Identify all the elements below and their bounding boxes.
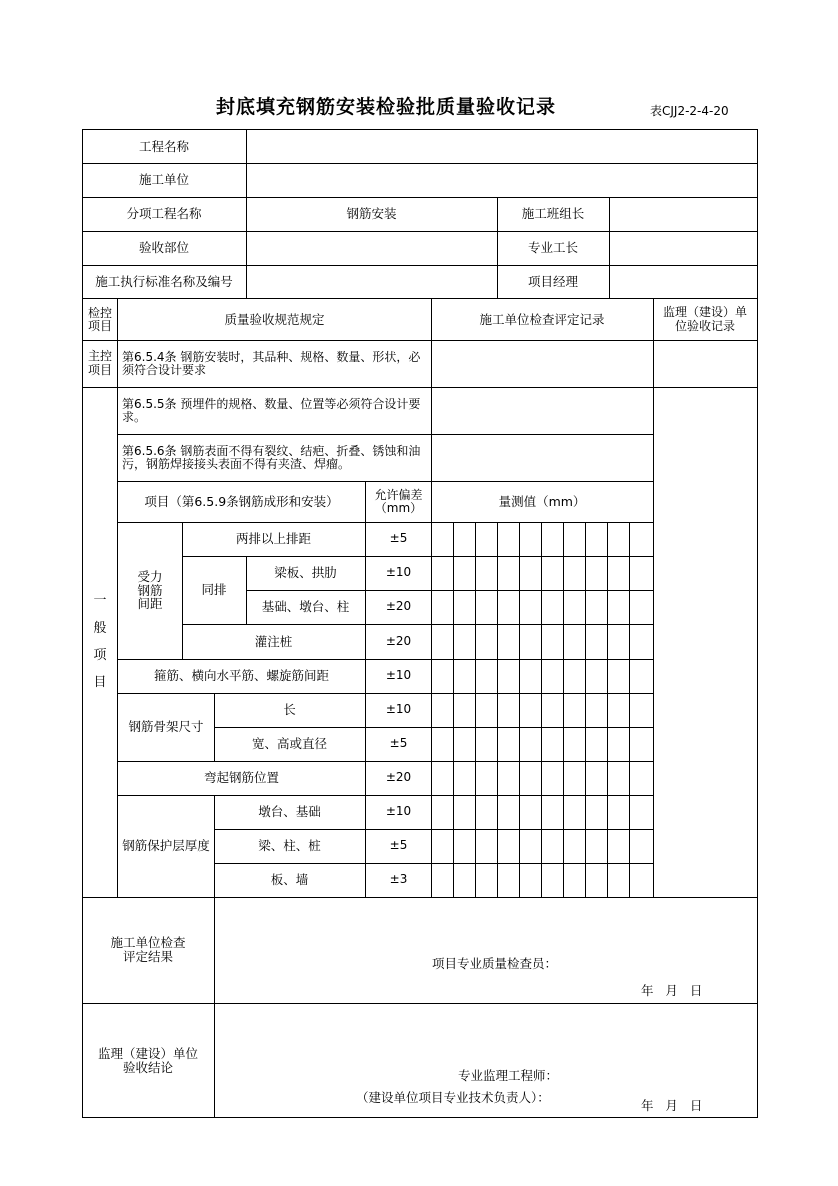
row-foundation: 基础、墩台、柱	[261, 599, 350, 615]
project-name-label: 工程名称	[138, 138, 189, 154]
item-659-header: 项目（第6.5.9条钢筋成形和安装）	[144, 494, 339, 510]
supervisor-result-date: 年 月 日	[641, 1098, 703, 1113]
foreman-value[interactable]	[609, 231, 757, 265]
item-655-text: 第6.5.5条 预埋件的规格、数量、位置等必须符合设计要求。	[122, 397, 421, 424]
acceptance-part-value[interactable]	[246, 231, 497, 265]
same-row-label: 同排	[201, 582, 227, 598]
row-cage-length: 长	[283, 702, 296, 718]
tolerance-value: ±3	[389, 871, 408, 886]
row-beam-slab: 梁板、拱肋	[274, 565, 337, 581]
main-control-text: 第6.5.4条 钢筋安装时，其品种、规格、数量、形状，必须符合设计要求	[122, 349, 421, 377]
row-cover-pier: 墩台、基础	[258, 804, 321, 820]
tolerance-value: ±10	[385, 804, 412, 819]
standard-value[interactable]	[246, 265, 497, 298]
sub-project-label: 分项工程名称	[126, 206, 202, 222]
main-control-label: 主控项目	[87, 349, 112, 377]
cover-group-label: 钢筋保护层厚度	[122, 837, 210, 853]
measured-header: 量测值（mm）	[498, 494, 586, 510]
item-655-record[interactable]	[431, 388, 653, 434]
tolerance-value: ±20	[385, 633, 412, 648]
supervisor-record-header: 监理（建设）单位验收记录	[662, 305, 747, 333]
tolerance-value: ±5	[389, 736, 408, 751]
tolerance-value: ±5	[389, 531, 408, 546]
standard-label: 施工执行标准名称及编号	[95, 273, 233, 289]
row-stirrup: 箍筋、横向水平筋、螺旋筋间距	[153, 668, 329, 684]
form-code: 表CJJ2-2-4-20	[650, 104, 729, 118]
tolerance-value: ±5	[389, 838, 408, 853]
tolerance-value: ±10	[385, 702, 412, 717]
row-bent-bar: 弯起钢筋位置	[203, 770, 279, 786]
tolerance-value: ±20	[385, 770, 412, 785]
control-item-header: 检控项目	[87, 305, 112, 333]
unit-result-date: 年 月 日	[641, 983, 703, 998]
row-bored-pile: 灌注桩	[254, 633, 293, 649]
acceptance-part-label: 验收部位	[138, 240, 189, 256]
supervisor-result-label: 监理（建设）单位验收结论	[97, 1045, 198, 1075]
tolerance-value: ±10	[385, 565, 412, 580]
tolerance-value: ±10	[385, 668, 412, 683]
project-manager-value[interactable]	[609, 265, 757, 298]
row-cover-slab: 板、墙	[270, 871, 309, 887]
row-two-layers: 两排以上排距	[235, 531, 311, 547]
row-cage-width: 宽、高或直径	[251, 736, 327, 752]
sub-project-value[interactable]: 钢筋安装	[346, 206, 397, 222]
tolerance-value: ±20	[385, 599, 412, 614]
spacing-group-label: 受力钢筋间距	[137, 568, 163, 612]
project-name-value[interactable]	[246, 130, 757, 163]
construction-unit-value[interactable]	[246, 163, 757, 197]
cage-group-label: 钢筋骨架尺寸	[128, 719, 204, 735]
tolerance-header: 允许偏差（mm）	[374, 487, 423, 515]
main-control-record[interactable]	[431, 340, 653, 387]
item-656-text: 第6.5.6条 钢筋表面不得有裂纹、结疤、折叠、锈蚀和油污，钢筋焊接接头表面不得有夹渣、焊瘤。	[122, 444, 421, 471]
owner-rep-label: （建设单位项目专业技术负责人）：	[356, 1090, 550, 1105]
inspector-label: 项目专业质量检查员：	[432, 956, 558, 971]
team-leader-value[interactable]	[609, 197, 757, 231]
engineer-label: 专业监理工程师：	[458, 1068, 559, 1083]
unit-record-header: 施工单位检查评定记录	[479, 311, 605, 327]
construction-unit-label: 施工单位	[138, 172, 189, 188]
item-656-record[interactable]	[431, 435, 653, 481]
team-leader-label: 施工班组长	[521, 206, 585, 222]
unit-result-label: 施工单位检查评定结果	[110, 935, 186, 964]
form-title: 封底填充钢筋安装检验批质量验收记录	[215, 96, 556, 118]
foreman-label: 专业工长	[527, 240, 578, 256]
project-manager-label: 项目经理	[527, 273, 578, 289]
general-item-label: 一 般 项 目	[93, 593, 107, 691]
spec-header: 质量验收规范规定	[224, 311, 325, 327]
row-cover-beam: 梁、柱、桩	[258, 838, 321, 854]
